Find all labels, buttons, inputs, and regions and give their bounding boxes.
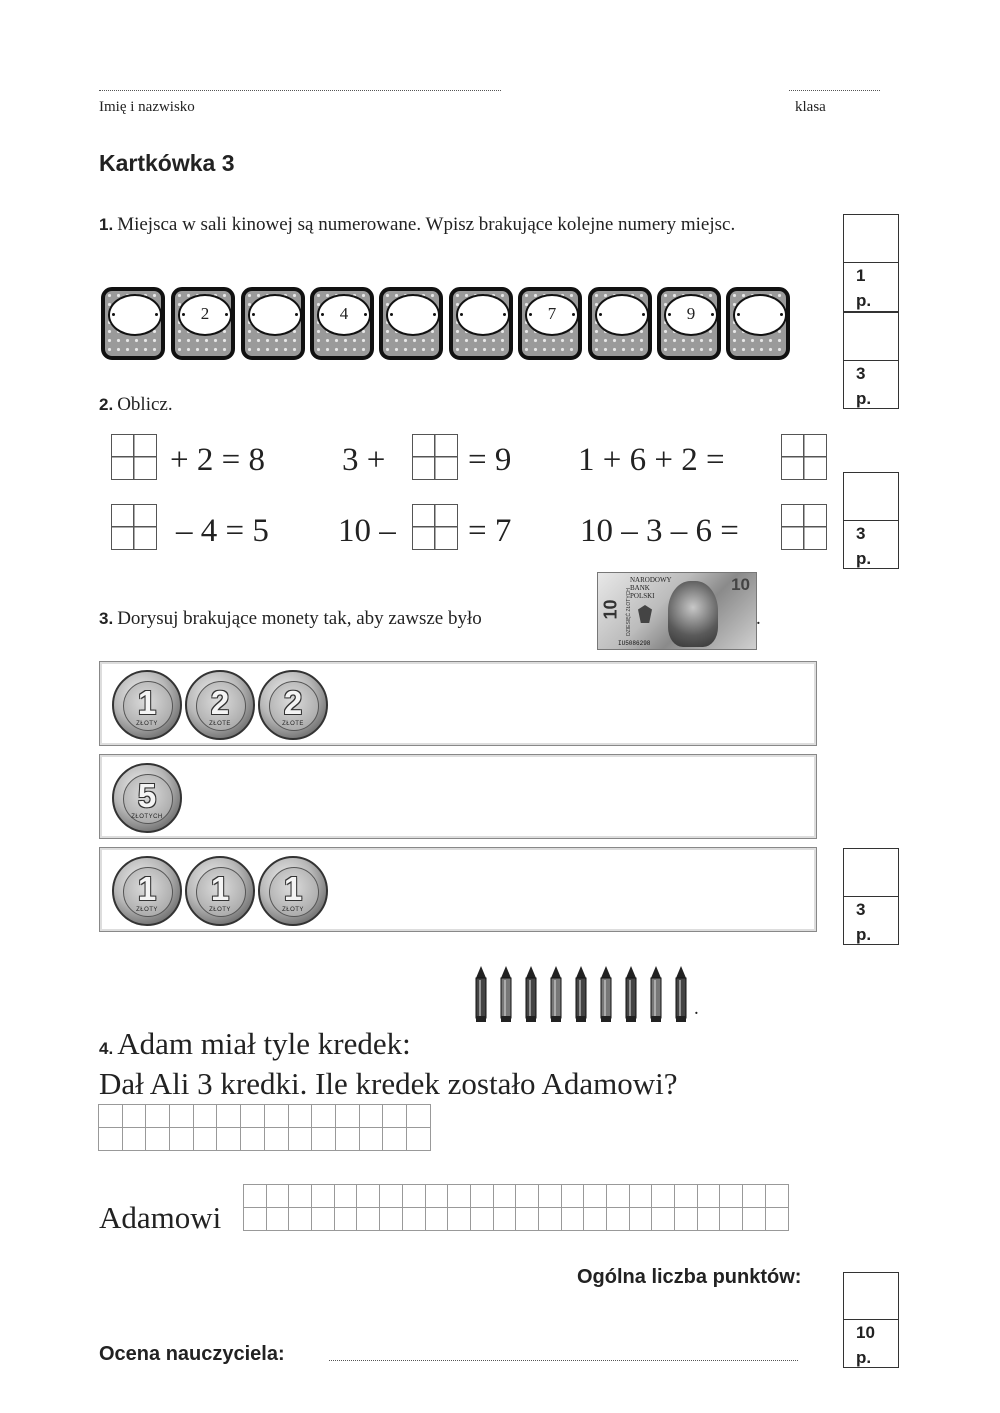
task4-heading — [99, 1026, 411, 1062]
grid-cell[interactable] — [652, 1185, 675, 1208]
grid-cell[interactable] — [289, 1185, 312, 1208]
coin-value: 5 — [137, 777, 157, 814]
coin — [185, 670, 255, 740]
score-box-1 — [843, 214, 899, 312]
grid-cell[interactable] — [743, 1185, 766, 1208]
crayon-icon — [474, 966, 488, 1022]
coin-value: 2 — [283, 684, 303, 721]
seat — [449, 287, 513, 360]
score-box-total — [843, 1272, 899, 1368]
task2-text: Oblicz. — [117, 394, 173, 415]
grid-cell[interactable] — [217, 1105, 241, 1128]
answer-cell-r2c2[interactable] — [412, 504, 458, 550]
seat-number: 2 — [178, 294, 232, 336]
coin-label: ZŁOTY — [282, 907, 304, 913]
equation-r1c2-right: = 9 — [468, 442, 512, 478]
grid-cell[interactable] — [312, 1105, 336, 1128]
grid-cell[interactable] — [289, 1208, 312, 1231]
coin-value: 1 — [137, 684, 157, 721]
grid-cell[interactable] — [359, 1128, 383, 1151]
grid-cell[interactable] — [383, 1128, 407, 1151]
grid-cell[interactable] — [380, 1208, 403, 1231]
grid-cell[interactable] — [425, 1208, 448, 1231]
seat-number[interactable] — [733, 294, 787, 336]
crayon-icon — [649, 966, 663, 1022]
equation-r1c2-left: 3 + — [342, 442, 386, 478]
task4-line1: Adam miał tyle kredek: — [117, 1026, 411, 1061]
grid-cell[interactable] — [357, 1185, 380, 1208]
grid-cell[interactable] — [448, 1208, 471, 1231]
grid-cell[interactable] — [629, 1208, 652, 1231]
teacher-grade-line[interactable] — [329, 1360, 798, 1361]
coin-label: ZŁOTY — [136, 721, 158, 727]
coin-label: ZŁOTE — [209, 721, 231, 727]
score-box-1-points: 1 p. — [856, 266, 872, 310]
total-points-label: Ogólna liczba punktów: — [577, 1266, 802, 1288]
grid-cell[interactable] — [425, 1185, 448, 1208]
task1-number: 1. — [99, 215, 114, 234]
banknote-eagle-icon — [638, 605, 652, 623]
equation-r2c1-right: – 4 = 5 — [176, 513, 269, 549]
grid-cell[interactable] — [493, 1208, 516, 1231]
grid-cell[interactable] — [99, 1105, 123, 1128]
name-label: Imię i nazwisko — [99, 99, 195, 115]
grid-cell[interactable] — [380, 1185, 403, 1208]
grid-cell[interactable] — [312, 1185, 335, 1208]
grid-cell[interactable] — [402, 1208, 425, 1231]
answer-cell-r2c3[interactable] — [781, 504, 827, 550]
coin — [112, 763, 182, 833]
grid-cell[interactable] — [765, 1208, 788, 1231]
task4-line2: Dał Ali 3 kredki. Ile kredek zostało Adamowi? — [99, 1066, 678, 1101]
score-box-3-points: 3 p. — [856, 523, 872, 568]
page-title: Kartkówka 3 — [99, 150, 235, 176]
equation-r2c2-left: 10 – — [338, 513, 396, 549]
answer-cell-r2c1[interactable] — [111, 504, 157, 550]
coin — [112, 856, 182, 926]
grid-cell[interactable] — [193, 1105, 217, 1128]
grid-cell[interactable] — [406, 1105, 430, 1128]
banknote-denomination: DZIESIĘĆ ZŁOTYCH — [626, 588, 632, 636]
coin-value: 2 — [210, 684, 230, 721]
seat-number[interactable] — [108, 294, 162, 336]
crayon-icon — [674, 966, 688, 1022]
banknote-portrait — [668, 581, 718, 647]
grid-cell[interactable] — [584, 1208, 607, 1231]
coin-value: 1 — [283, 870, 303, 907]
grid-cell[interactable] — [675, 1208, 698, 1231]
answer-cell-r1c3[interactable] — [781, 434, 827, 480]
name-line[interactable] — [99, 90, 501, 91]
grid-cell[interactable] — [241, 1128, 265, 1151]
grid-cell[interactable] — [335, 1128, 359, 1151]
seat-number: 7 — [525, 294, 579, 336]
seat-number[interactable] — [248, 294, 302, 336]
answer-cell-r1c2[interactable] — [412, 434, 458, 480]
seat-number: 9 — [664, 294, 718, 336]
grid-cell[interactable] — [765, 1185, 788, 1208]
crayon-icon — [599, 966, 613, 1022]
grid-cell[interactable] — [561, 1208, 584, 1231]
grid-cell[interactable] — [170, 1105, 194, 1128]
score-box-4 — [843, 848, 899, 945]
grid-cell[interactable] — [146, 1105, 170, 1128]
score-box-3 — [843, 472, 899, 569]
task3-text: Dorysuj brakujące monety tak, aby zawsze było — [117, 608, 482, 629]
grid-cell[interactable] — [538, 1185, 561, 1208]
grid-cell[interactable] — [538, 1208, 561, 1231]
grid-cell[interactable] — [312, 1208, 335, 1231]
seat-number: 4 — [317, 294, 371, 336]
coin-label: ZŁOTYCH — [131, 814, 163, 820]
score-box-total-points: 10 p. — [856, 1323, 875, 1367]
grid-cell[interactable] — [312, 1128, 336, 1151]
class-line[interactable] — [789, 90, 880, 91]
score-box-2-points: 3 p. — [856, 363, 872, 408]
grid-cell[interactable] — [516, 1208, 539, 1231]
task2-number: 2. — [99, 395, 114, 414]
grid-cell[interactable] — [146, 1128, 170, 1151]
class-label: klasa — [795, 99, 826, 115]
seat — [657, 287, 721, 360]
grid-cell[interactable] — [99, 1128, 123, 1151]
calculation-grid[interactable] — [98, 1104, 431, 1151]
coin-value: 1 — [137, 870, 157, 907]
score-box-4-points: 3 p. — [856, 899, 872, 944]
coin-value: 1 — [210, 870, 230, 907]
grid-cell[interactable] — [607, 1208, 630, 1231]
grid-cell[interactable] — [357, 1208, 380, 1231]
grid-cell[interactable] — [383, 1105, 407, 1128]
grid-cell[interactable] — [470, 1208, 493, 1231]
grid-cell[interactable] — [122, 1105, 146, 1128]
task1-heading — [99, 214, 735, 236]
answer-grid[interactable] — [243, 1184, 789, 1231]
grid-cell[interactable] — [697, 1185, 720, 1208]
task1-text: Miejsca w sali kinowej są numerowane. Wpisz brakujące kolejne numery miejsc. — [117, 214, 736, 235]
grid-cell[interactable] — [448, 1185, 471, 1208]
score-box-2 — [843, 312, 899, 409]
grid-cell[interactable] — [359, 1105, 383, 1128]
grid-cell[interactable] — [652, 1208, 675, 1231]
crayon-icon — [624, 966, 638, 1022]
grid-cell[interactable] — [743, 1208, 766, 1231]
seat — [101, 287, 165, 360]
task3-heading — [99, 608, 482, 630]
task3-number: 3. — [99, 609, 114, 628]
seat — [241, 287, 305, 360]
seat-number[interactable] — [386, 294, 440, 336]
banknote-value-left: 10 — [600, 599, 621, 620]
grid-cell[interactable] — [697, 1208, 720, 1231]
crayon-icon — [574, 966, 588, 1022]
seat — [171, 287, 235, 360]
banknote-image — [597, 572, 757, 650]
equation-r2c2-right: = 7 — [468, 513, 512, 549]
grid-cell[interactable] — [470, 1185, 493, 1208]
crayon-icon — [549, 966, 563, 1022]
crayon-icon — [499, 966, 513, 1022]
grid-cell[interactable] — [334, 1208, 357, 1231]
grid-cell[interactable] — [406, 1128, 430, 1151]
equation-r2c3-left: 10 – 3 – 6 = — [580, 513, 739, 549]
banknote-value-right: 10 — [731, 575, 750, 594]
seat — [310, 287, 374, 360]
grid-cell[interactable] — [629, 1185, 652, 1208]
grid-cell[interactable] — [561, 1185, 584, 1208]
task2-heading — [99, 394, 173, 416]
grid-cell[interactable] — [675, 1185, 698, 1208]
coin-label: ZŁOTE — [282, 721, 304, 727]
grid-cell[interactable] — [335, 1105, 359, 1128]
task4-number: 4. — [99, 1039, 114, 1058]
coin-label: ZŁOTY — [136, 907, 158, 913]
crayon-period: . — [694, 998, 699, 1019]
teacher-grade-label: Ocena nauczyciela: — [99, 1343, 285, 1365]
task3-period: . — [756, 608, 761, 629]
seat — [518, 287, 582, 360]
grid-cell[interactable] — [334, 1185, 357, 1208]
grid-cell[interactable] — [584, 1185, 607, 1208]
coin — [258, 856, 328, 926]
answer-cell-r1c1[interactable] — [111, 434, 157, 480]
equation-r1c1-right: + 2 = 8 — [170, 442, 265, 478]
banknote-serial: IU5086298 — [618, 640, 651, 647]
grid-cell[interactable] — [288, 1105, 312, 1128]
coin — [258, 670, 328, 740]
coin-label: ZŁOTY — [209, 907, 231, 913]
grid-cell[interactable] — [493, 1185, 516, 1208]
seat — [379, 287, 443, 360]
grid-cell[interactable] — [720, 1185, 743, 1208]
banknote-bank-name: NARODOWY BANK POLSKI — [630, 576, 672, 600]
grid-cell[interactable] — [122, 1128, 146, 1151]
answer-label: Adamowi — [99, 1200, 222, 1235]
grid-cell[interactable] — [607, 1185, 630, 1208]
coin — [112, 670, 182, 740]
grid-cell[interactable] — [288, 1128, 312, 1151]
grid-cell[interactable] — [266, 1185, 289, 1208]
grid-cell[interactable] — [244, 1185, 267, 1208]
coin-row-2[interactable] — [99, 754, 817, 839]
grid-cell[interactable] — [402, 1185, 425, 1208]
grid-cell[interactable] — [241, 1105, 265, 1128]
grid-cell[interactable] — [244, 1208, 267, 1231]
grid-cell[interactable] — [266, 1208, 289, 1231]
grid-cell[interactable] — [170, 1128, 194, 1151]
coin — [185, 856, 255, 926]
grid-cell[interactable] — [193, 1128, 217, 1151]
grid-cell[interactable] — [264, 1128, 288, 1151]
grid-cell[interactable] — [516, 1185, 539, 1208]
seat-number[interactable] — [595, 294, 649, 336]
grid-cell[interactable] — [217, 1128, 241, 1151]
grid-cell[interactable] — [264, 1105, 288, 1128]
seat — [588, 287, 652, 360]
seat — [726, 287, 790, 360]
seat-number[interactable] — [456, 294, 510, 336]
crayon-icon — [524, 966, 538, 1022]
grid-cell[interactable] — [720, 1208, 743, 1231]
equation-r1c3-left: 1 + 6 + 2 = — [578, 442, 725, 478]
